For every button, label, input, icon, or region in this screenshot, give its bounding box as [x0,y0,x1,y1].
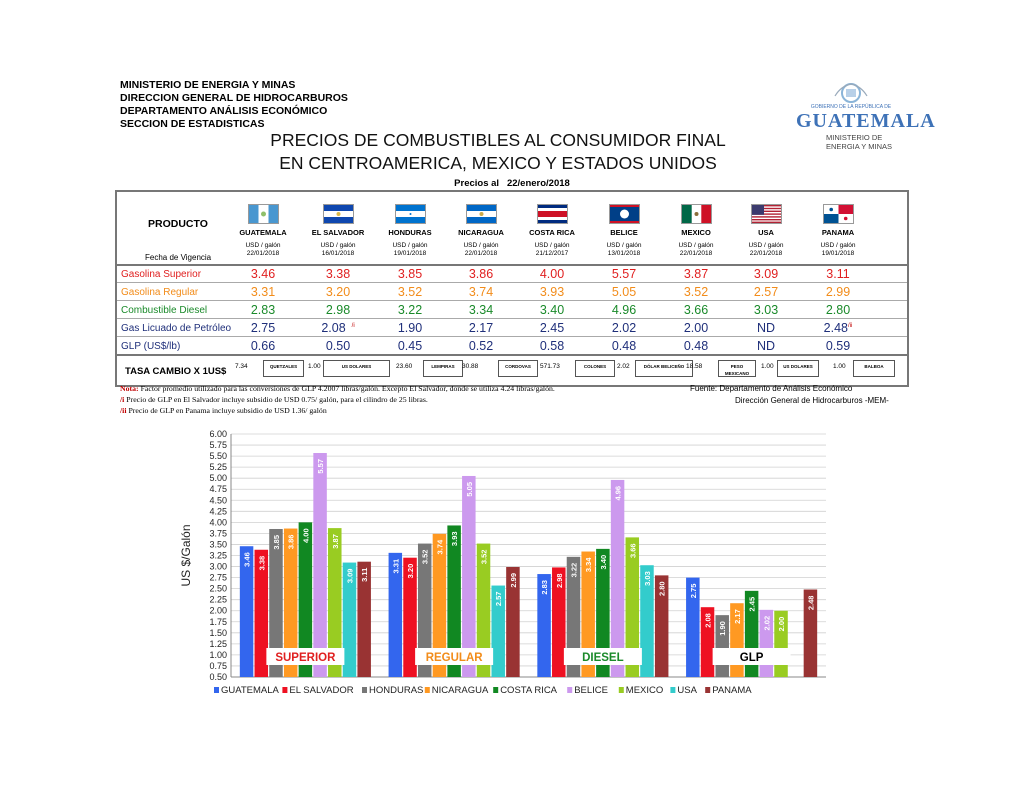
cell-value: 0.45 [397,339,423,353]
legend-swatch [362,687,367,693]
cell-value: 3.38 [325,267,351,281]
vigencia-date: 19/01/2018 [393,250,427,257]
bar-value-label: 2.83 [540,580,550,595]
cell-value: 2.99 [825,285,851,299]
country-unit [225,242,301,258]
table-cell [658,339,734,353]
bar-value-label: 2.99 [508,572,518,588]
cell-value: ND [756,339,776,353]
country-column-header [225,204,301,258]
cell-value: 0.48 [683,339,709,353]
table-cell [300,303,376,317]
y-tick-label: 1.50 [209,627,227,638]
table-cell [300,339,376,353]
bar-value-label: 4.96 [613,485,623,501]
exchange-rate-value: 571.73 [540,363,560,370]
precios-date-value: 22/enero/2018 [506,178,570,189]
table-cell [800,321,876,335]
legend-label: COSTA RICA [500,685,558,696]
cell-value: 0.59 [825,339,851,353]
bar-value-label: 2.45 [747,596,757,612]
header-line: DIRECCION GENERAL DE HIDROCARBUROS [120,92,348,104]
legend-swatch [670,687,675,693]
cell-value: 5.57 [611,267,637,281]
exchange-rate-value: 7.34 [235,363,248,370]
honduras-flag-icon [395,204,426,224]
vigencia-date: 21/12/2017 [535,250,569,257]
cell-value: 3.20 [325,285,351,299]
country-unit [586,242,662,258]
y-tick-label: 5.75 [209,440,227,451]
table-cell [514,303,590,317]
y-tick-label: 3.75 [209,528,227,539]
exchange-rate-value: 1.00 [761,363,774,370]
nota-text: Factor promedio utilizado para las conversiones de GLP 4.2007 libras/galón. Excepto El Salvador, donde se utiliza 4.24 libras/galón. [138,384,555,393]
cell-value: 2.45 [539,321,565,335]
table-cell [658,267,734,281]
country-name: USA [758,228,774,237]
cell-value: 3.03 [753,303,779,317]
note-i-line [120,394,555,405]
currency-box: US DOLARES [323,360,390,377]
legend-label: USA [677,685,697,696]
cell-value: 2.08 [321,321,346,335]
legend-swatch [619,687,624,693]
logo-sub: MINISTERIO DE [826,133,883,142]
cell-value: 2.17 [468,321,494,335]
table-divider [117,282,907,283]
country-column-header [728,204,804,258]
y-tick-label: 2.75 [209,572,227,583]
country-column-header [443,204,519,258]
bar-value-label: 3.46 [242,552,252,567]
nota-label: Nota: [120,384,139,393]
bar-value-label: 3.52 [479,549,489,565]
bar [611,480,625,677]
table-cell [443,267,519,281]
table-cell [300,267,376,281]
cell-value: 3.09 [753,267,779,281]
legend-swatch [282,687,287,693]
y-tick-label: 4.25 [209,506,227,517]
category-label: SUPERIOR [275,652,336,664]
legend-swatch [705,687,710,693]
cell-value: 3.34 [468,303,494,317]
y-tick-label: 2.25 [209,594,227,605]
table-cell [586,339,662,353]
legend-swatch [425,687,430,693]
cell-value: 3.31 [250,285,276,299]
footnote-marker: /ii [848,322,853,329]
cell-value: 3.74 [468,285,494,299]
cell-value: ND [756,321,776,335]
table-cell [225,285,301,299]
bar-value-label: 5.57 [316,458,326,474]
bar [313,453,327,677]
currency-box: DÓLAR BELICEÑO [635,360,693,377]
bar-value-label: 3.74 [435,539,445,555]
legend-label: MEXICO [625,685,664,696]
legend-label: GUATEMALA [221,685,279,696]
precios-label: Precios al [454,178,500,189]
country-name: MEXICO [681,228,711,237]
table-cell [728,303,804,317]
country-name: GUATEMALA [239,228,287,237]
row-label: Gas Licuado de Petróleo [121,323,232,334]
unit-text: USD / galón [820,242,856,249]
note-ii-text: Precio de GLP en Panama incluye subsidio de USD 1.36/ galón [126,406,327,415]
y-tick-label: 3.00 [209,561,227,572]
guatemala-flag-icon [248,204,279,224]
table-divider [117,300,907,301]
cell-value: 2.00 [683,321,709,335]
cell-value: 2.02 [611,321,637,335]
table-cell [728,339,804,353]
country-name: HONDURAS [388,228,432,237]
unit-text: USD / galón [245,242,281,249]
belize-flag-icon [609,204,640,224]
country-unit [372,242,448,258]
unit-text: USD / galón [320,242,356,249]
price-bar-chart [176,427,836,717]
unit-text: USD / galón [392,242,428,249]
bar-value-label: 3.20 [406,563,416,579]
vigencia-date: 16/01/2018 [321,250,355,257]
currency-box: PESO MEXICANO [718,360,756,377]
table-divider [117,264,907,266]
category-label: GLP [739,652,764,664]
table-cell [586,285,662,299]
currency-box: US DOLARES [777,360,819,377]
note-i-label: /i [120,395,125,404]
cell-value: 3.86 [468,267,494,281]
country-column-header [658,204,734,258]
y-tick-label: 1.75 [209,616,227,627]
bar-value-label: 2.48 [806,595,816,611]
table-cell [372,339,448,353]
y-tick-label: 4.00 [209,517,227,528]
country-unit [800,242,876,258]
bar-value-label: 3.22 [569,562,579,578]
country-unit [514,242,590,258]
cell-value: 0.58 [539,339,565,353]
category-label: REGULAR [425,652,483,664]
mexico-flag-icon [681,204,712,224]
table-cell [372,267,448,281]
vigencia-date: 22/01/2018 [464,250,498,257]
table-cell [586,321,662,335]
table-cell [800,303,876,317]
cell-value: 2.75 [250,321,276,335]
country-column-header [800,204,876,258]
unit-text: USD / galón [606,242,642,249]
row-label: Gasolina Superior [121,269,202,280]
table-cell [300,285,376,299]
footnote-marker: /i [351,322,355,329]
cell-value: 4.96 [611,303,637,317]
legend-label: PANAMA [712,685,752,696]
currency-box: LEMPIRAS [423,360,463,377]
legend-swatch [493,687,498,693]
table-cell [658,303,734,317]
logo-top-text: GOBIERNO DE LA REPÚBLICA DE [810,104,892,110]
bar-value-label: 3.40 [598,554,608,570]
cell-value: 3.66 [683,303,709,317]
currency-box: BALBOA [853,360,895,377]
cell-value: 3.93 [539,285,565,299]
ministry-header [120,79,348,131]
cell-value: 3.52 [397,285,423,299]
logo-name: GUATEMALA [796,110,936,132]
bar-value-label: 2.98 [554,573,564,589]
table-divider [117,336,907,337]
bar-value-label: 3.11 [360,567,370,582]
cell-value: 3.40 [539,303,565,317]
country-unit [728,242,804,258]
table-cell [372,321,448,335]
bar-value-label: 3.93 [450,531,460,547]
header-line: MINISTERIO DE ENERGIA Y MINAS [120,79,296,91]
cell-value: 0.48 [611,339,637,353]
country-name: BELICE [610,228,638,237]
cell-value: 5.05 [611,285,637,299]
bar-value-label: 3.86 [286,534,296,550]
country-column-header [586,204,662,258]
page-title: PRECIOS DE COMBUSTIBLES AL CONSUMIDOR FINAL [270,130,726,150]
table-cell [800,339,876,353]
cell-value: 4.00 [539,267,565,281]
row-label: Gasolina Regular [121,287,199,298]
table-cell [443,321,519,335]
source [690,383,889,407]
bar-value-label: 1.90 [718,621,728,636]
logo-sub: ENERGIA Y MINAS [826,142,892,151]
bar-value-label: 4.00 [301,528,311,543]
el-salvador-flag-icon [323,204,354,224]
table-divider [117,354,907,356]
table-cell [728,267,804,281]
table-divider [117,318,907,319]
currency-box: CORDOVAS [498,360,538,377]
producto-header: PRODUCTO [148,218,208,230]
tasa-cambio-label: TASA CAMBIO X 1US$ [125,366,227,377]
y-tick-label: 4.75 [209,484,227,495]
vigencia-date: 19/01/2018 [821,250,855,257]
table-cell [225,339,301,353]
bar-value-label: 3.52 [420,549,430,565]
header-line: SECCION DE ESTADISTICAS [120,118,265,130]
exchange-rate-value: 18.58 [686,363,703,370]
table-cell [800,285,876,299]
cell-value: 3.11 [826,267,850,281]
bar-value-label: 2.08 [703,613,713,628]
exchange-rate-value: 30.88 [462,363,479,370]
y-tick-label: 6.00 [209,429,227,439]
table-cell [300,321,376,335]
currency-box: COLONES [575,360,615,377]
bar-value-label: 5.05 [464,481,474,497]
price-table [115,190,909,387]
exchange-rate-value: 1.00 [833,363,846,370]
country-name: COSTA RICA [529,228,575,237]
cell-value: 3.52 [683,285,709,299]
category-label: DIESEL [582,652,624,664]
cell-value: 0.50 [325,339,351,353]
cell-value: 2.83 [250,303,276,317]
cell-value: 0.52 [468,339,494,353]
header-line: DEPARTAMENTO ANÁLISIS ECONÓMICO [120,105,328,117]
bar-value-label: 3.66 [628,543,638,558]
bar-value-label: 2.57 [494,591,504,607]
legend-label: NICARAGUA [431,685,489,696]
vigencia-date: 22/01/2018 [679,250,713,257]
unit-text: USD / galón [534,242,570,249]
bar-value-label: 2.17 [732,609,742,624]
table-cell [728,321,804,335]
table-cell [372,303,448,317]
y-tick-label: 5.00 [209,473,227,484]
cell-value: 2.80 [825,303,851,317]
cell-value: 3.87 [683,267,709,281]
cell-value: 3.46 [250,267,276,281]
y-tick-label: 2.00 [209,605,227,616]
vigencia-date: 22/01/2018 [749,250,783,257]
bar-value-label: 3.38 [257,555,267,571]
table-cell [443,285,519,299]
y-tick-label: 4.50 [209,495,227,506]
exchange-rate-value: 2.02 [617,363,630,370]
y-tick-label: 5.25 [209,462,227,473]
table-cell [514,339,590,353]
country-column-header [514,204,590,258]
currency-box: QUETZALES [263,360,304,377]
vigencia-date: 13/01/2018 [607,250,641,257]
usa-flag-icon [751,204,782,224]
notes [120,383,555,416]
table-cell [225,267,301,281]
y-tick-label: 1.25 [209,638,227,649]
costa-rica-flag-icon [537,204,568,224]
legend-label: HONDURAS [369,685,424,696]
fecha-vigencia-label: Fecha de Vigencia [145,253,212,262]
nicaragua-flag-icon [466,204,497,224]
country-name: PANAMA [821,228,855,237]
note-ii-line [120,405,555,416]
fuente-line-2: Dirección General de Hidrocarburos -MEM- [735,396,889,405]
bar-value-label: 3.03 [642,571,652,586]
note-ii-label: /ii [120,406,127,415]
table-cell [443,303,519,317]
legend-label: EL SALVADOR [289,685,354,696]
y-tick-label: 2.50 [209,583,227,594]
table-cell [586,303,662,317]
country-unit [443,242,519,258]
table-cell [514,267,590,281]
cell-value: 2.48 [823,321,848,335]
y-tick-label: 3.50 [209,539,227,550]
table-cell [443,339,519,353]
note-i-text: Precio de GLP en El Salvador incluye subsidio de USD 0.75/ galón, para el cilindro de 25 libras. [124,395,428,404]
unit-text: USD / galón [678,242,714,249]
table-cell [658,285,734,299]
panama-flag-icon [823,204,854,224]
y-axis-title: US $/Galón [179,524,193,587]
country-column-header [372,204,448,258]
table-cell [372,285,448,299]
legend-swatch [214,687,219,693]
country-unit [658,242,734,258]
exchange-rate-value: 1.00 [308,363,321,370]
cell-value: 2.57 [753,285,779,299]
country-unit [300,242,376,258]
bar-value-label: 3.85 [271,534,281,550]
bar-value-label: 3.09 [345,568,355,584]
bar-value-label: 3.34 [584,557,594,573]
y-tick-label: 0.50 [209,672,227,682]
table-cell [728,285,804,299]
fuente-line-1: Fuente: Departamento de Análisis Económico [690,384,853,393]
unit-text: USD / galón [463,242,499,249]
bar-value-label: 2.02 [762,615,772,631]
exchange-rate-value: 23.60 [396,363,413,370]
cell-value: 0.66 [250,339,276,353]
bar-value-label: 2.00 [777,616,787,632]
table-cell [586,267,662,281]
unit-text: USD / galón [748,242,784,249]
bar-value-label: 2.80 [657,581,667,596]
row-label: Combustible Diesel [121,305,208,316]
legend-swatch [567,687,572,693]
y-tick-label: 0.75 [209,660,227,671]
nota-line [120,383,555,394]
vigencia-date: 22/01/2018 [246,250,280,257]
country-name: EL SALVADOR [311,228,365,237]
cell-value: 2.98 [325,303,351,317]
bar-value-label: 2.75 [688,583,698,599]
table-cell [658,321,734,335]
table-cell [800,267,876,281]
cell-value: 3.22 [397,303,423,317]
page-subtitle: EN CENTROAMERICA, MEXICO Y ESTADOS UNIDOS [279,153,717,173]
chart-svg [176,427,836,717]
country-name: NICARAGUA [458,228,504,237]
country-column-header [300,204,376,258]
bar-value-label: 3.87 [330,534,340,549]
cell-value: 1.90 [397,321,423,335]
table-cell [225,321,301,335]
legend-label: BELICE [574,685,608,696]
precios-date [0,178,1024,189]
y-tick-label: 3.25 [209,550,227,561]
coat-of-arms-icon [831,82,871,104]
table-cell [225,303,301,317]
y-tick-label: 1.00 [209,649,227,660]
cell-value: 3.85 [397,267,423,281]
y-tick-label: 5.50 [209,451,227,462]
table-cell [514,321,590,335]
bar-value-label: 3.31 [391,558,401,574]
bar [462,476,476,677]
row-label: GLP (US$/lb) [121,341,181,352]
table-cell [514,285,590,299]
